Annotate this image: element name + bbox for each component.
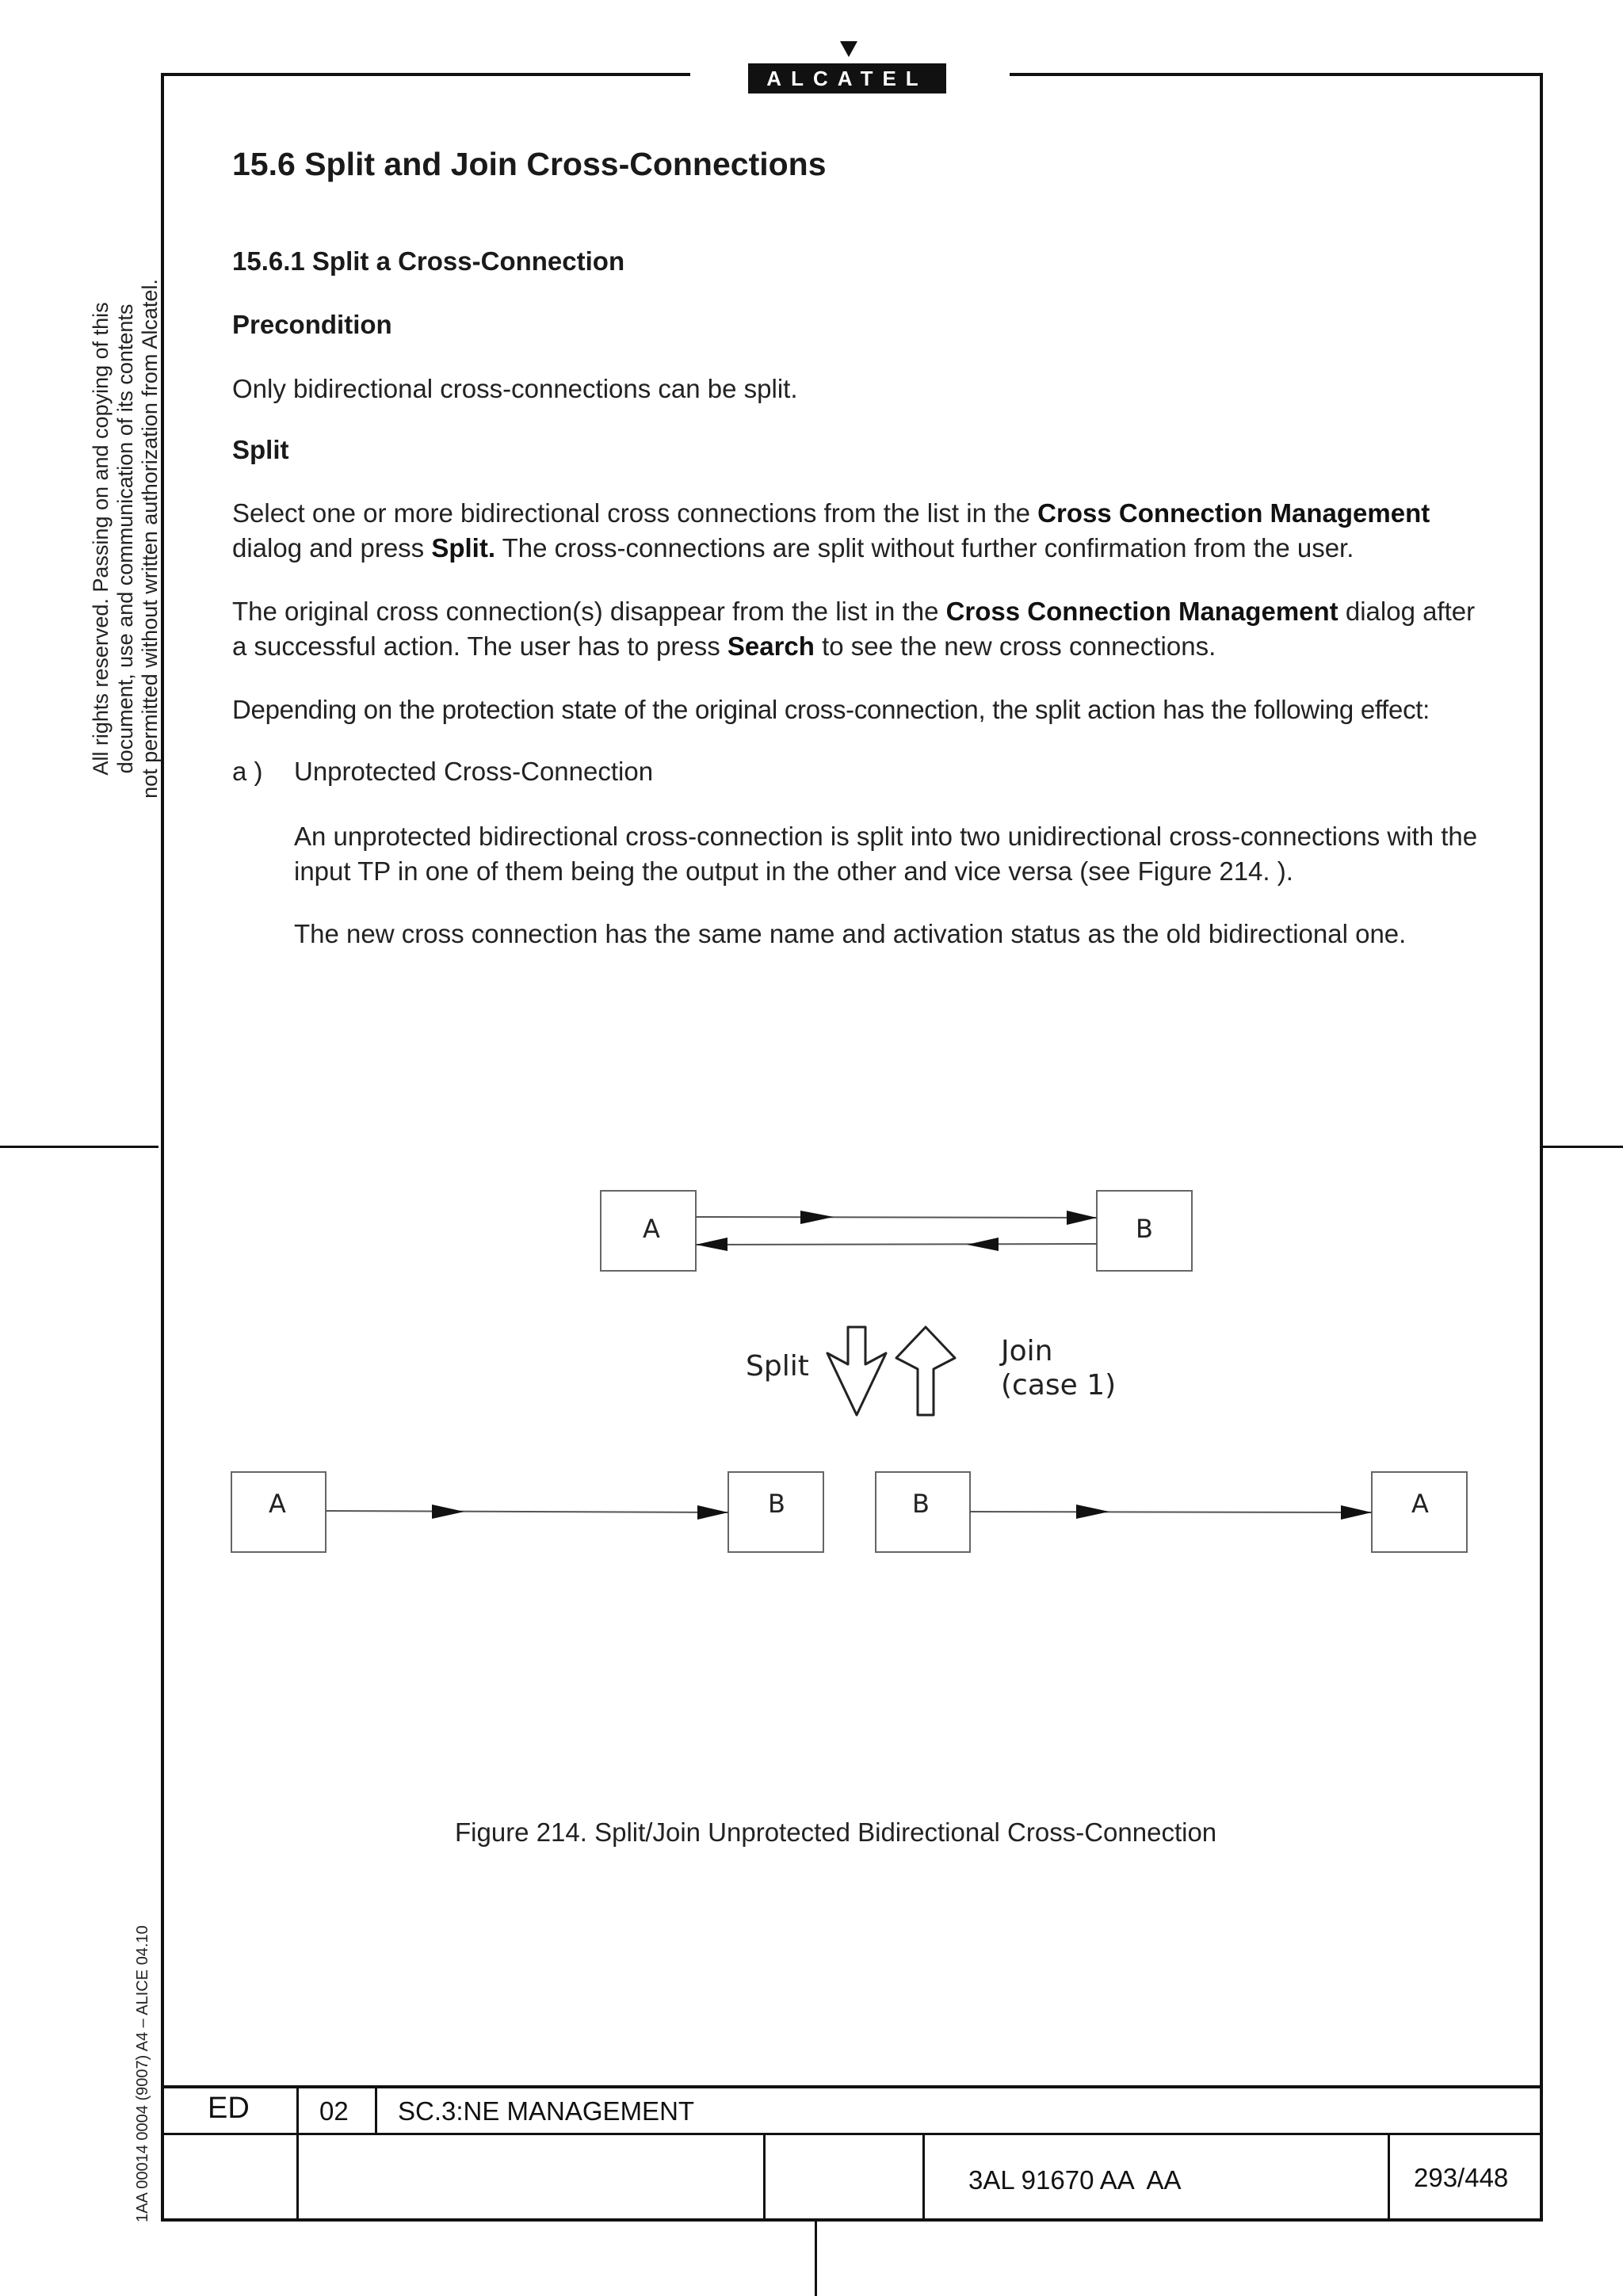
top-backward-arrow-icon — [967, 1238, 999, 1251]
footer-doc-number: 3AL 91670 AA AA — [968, 2165, 1182, 2195]
top-box-a-label: A — [643, 1214, 660, 1244]
form-code: 1AA 00014 0004 (9007) A4 – ALICE 04.10 — [134, 1925, 151, 2222]
top-forward-arrow-icon — [800, 1211, 834, 1224]
footer-ed-label: ED — [208, 2092, 250, 2125]
bottom-box-b-right-label: B — [912, 1489, 930, 1519]
subsection-title: 15.6.1 Split a Cross-Connection — [232, 246, 625, 276]
top-box-b-label: B — [1136, 1214, 1153, 1244]
bottom-box-a-left-label: A — [269, 1489, 286, 1519]
paragraph-original: The original cross connection(s) disappear from the list in the Cross Connection Management dialog after a successful action. The user has to press Search to see the new cross connections. — [232, 597, 1476, 661]
bottom-left-arrow-end-icon — [697, 1505, 728, 1520]
split-label: Split — [746, 1350, 809, 1383]
bottom-box-b-left-label: B — [768, 1489, 785, 1519]
join-case-label: (case 1) — [1001, 1369, 1117, 1402]
list-item-title: Unprotected Cross-Connection — [294, 757, 654, 786]
bottom-right-arrow-end-icon — [1341, 1505, 1372, 1520]
dialog-name: Cross Connection Management — [945, 597, 1338, 626]
footer-ed-value: 02 — [319, 2096, 349, 2126]
split-button-name: Split. — [431, 533, 496, 563]
section-title: 15.6 Split and Join Cross-Connections — [232, 146, 827, 182]
footer-bottom-border — [161, 2218, 1543, 2222]
footer-page-number: 293/448 — [1414, 2163, 1509, 2192]
copyright-line: not permitted without written authorization from Alcatel. — [138, 279, 162, 799]
bottom-left-arrow-icon — [432, 1505, 464, 1519]
footer-chapter: SC.3:NE MANAGEMENT — [398, 2096, 695, 2126]
split-down-arrow-icon — [827, 1327, 886, 1415]
top-backward-arrow-end-icon — [696, 1238, 727, 1251]
footer-divider — [1388, 2133, 1390, 2220]
top-backward-line — [696, 1244, 1097, 1245]
figure-caption: Figure 214. Split/Join Unprotected Bidirectional Cross-Connection — [455, 1817, 1217, 1847]
copyright-line: document, use and communication of its contents — [113, 303, 137, 774]
top-forward-line — [696, 1217, 1097, 1218]
copyright-line: All rights reserved. Passing on and copying of this — [89, 302, 113, 776]
logo-text: ALCATEL — [748, 63, 946, 93]
split-heading: Split — [232, 435, 289, 464]
top-forward-arrow-end-icon — [1067, 1211, 1097, 1225]
list-marker: a ) — [232, 757, 263, 786]
paragraph-new-connection: The new cross connection has the same name and activation status as the old bidirectional one. — [294, 919, 1407, 948]
search-button-name: Search — [727, 631, 815, 661]
join-up-arrow-icon — [896, 1327, 955, 1415]
paragraph-unprotected: An unprotected bidirectional cross-connection is split into two unidirectional cross-connections with the input TP in one of them being the output in the other and vice versa (see Figure 214. ). — [294, 822, 1478, 886]
footer-divider — [296, 2085, 299, 2220]
footer-divider — [375, 2085, 377, 2133]
paragraph-depending: Depending on the protection state of the original cross-connection, the split action has the following effect: — [232, 695, 1430, 724]
dialog-name: Cross Connection Management — [1037, 498, 1430, 528]
join-label: Join — [1001, 1335, 1053, 1367]
bottom-box-a-right-label: A — [1411, 1489, 1429, 1519]
footer-divider — [922, 2133, 925, 2220]
paragraph-select: Select one or more bidirectional cross connections from the list in the Cross Connection Management dialog and press Split. The cross-connections are split without further confirmation from the user. — [232, 498, 1430, 563]
footer-divider — [763, 2133, 766, 2220]
precondition-heading: Precondition — [232, 310, 392, 339]
bottom-left-line — [326, 1511, 728, 1512]
bottom-right-arrow-icon — [1076, 1505, 1109, 1519]
footer-mid-border — [161, 2133, 1543, 2135]
precondition-text: Only bidirectional cross-connections can be split. — [232, 374, 798, 403]
footer-top-border — [161, 2085, 1543, 2088]
